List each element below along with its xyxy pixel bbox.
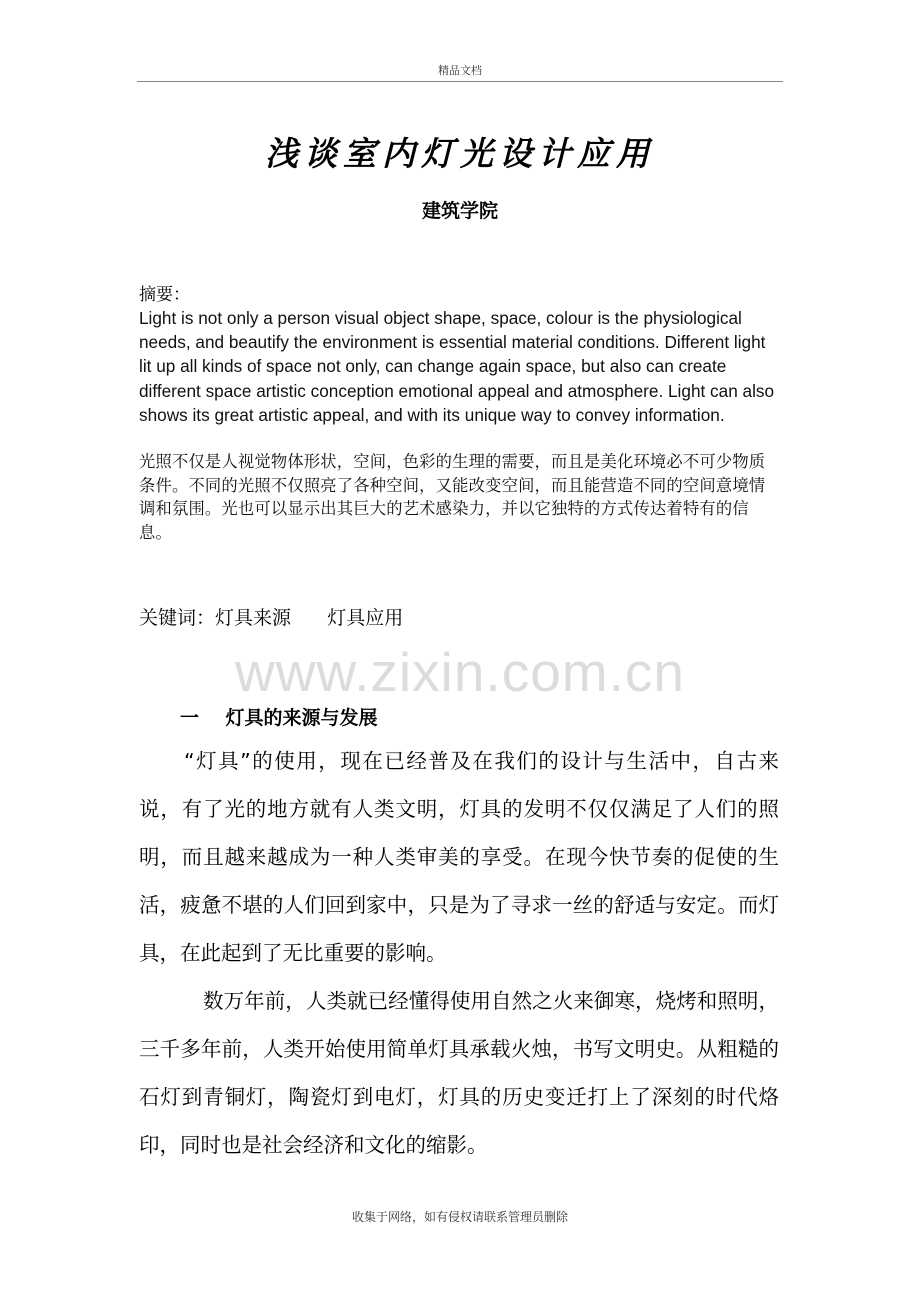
abstract-chinese: 光照不仅是人视觉物体形状，空间，色彩的生理的需要，而且是美化环境必不可少物质条件。不同的光照不仅照亮了各种空间，又能改变空间，而且能营造不同的空间意境情调和氛围。光也可以显示出其巨大的艺术感染力，并以它独特的方式传达着特有的信息。: [139, 452, 766, 542]
page-footer: 收集于网络，如有侵权请联系管理员删除: [351, 1210, 568, 1224]
keywords-line: 关键词：灯具来源 灯具应用: [139, 607, 404, 629]
header-divider: [137, 81, 783, 82]
body-paragraph: “灯具”的使用，现在已经普及在我们的设计与生活中，自古来说，有了光的地方就有人类文明，灯具的发明不仅仅满足了人们的照明，而且越来越成为一种人类审美的享受。在现今快节奏的促使的生活，疲惫不堪的人们回到家中，只是为了寻求一丝的舒适与安定。而灯具，在此起到了无比重要的影响。: [139, 749, 779, 965]
document-author: 建筑学院: [421, 200, 498, 222]
body-paragraph: 数万年前，人类就已经懂得使用自然之火来御寒，烧烤和照明，三千多年前，人类开始使用简单灯具承载火烛，书写文明史。从粗糙的石灯到青铜灯，陶瓷灯到电灯，灯具的历史变迁打上了深刻的时代烙印，同时也是社会经济和文化的缩影。: [139, 989, 779, 1157]
document-title: 浅谈室内灯光设计应用: [265, 134, 655, 173]
abstract-english: Light is not only a person visual object shape, space, colour is the physiological needs, and beautify the environment is essential material conditions. Different light lit up all kinds of space not only, can change again space, but also can create different space artistic conception emotional appeal and atmosphere. Light can also shows its great artistic appeal, and with its unique way to convey information.: [139, 308, 775, 425]
abstract-label: 摘要：: [139, 285, 190, 305]
watermark: www.zixin.com.cn: [235, 641, 685, 703]
section-heading: 一 灯具的来源与发展: [180, 707, 378, 729]
page-header: 精品文档: [438, 64, 482, 77]
